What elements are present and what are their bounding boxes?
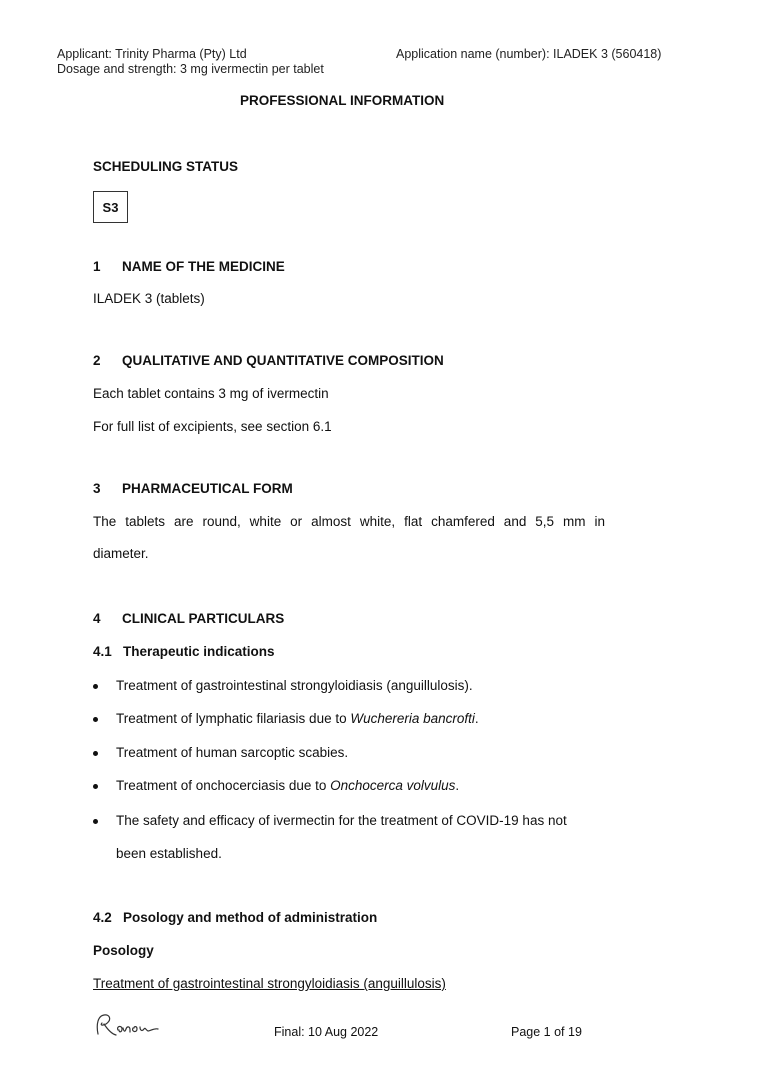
section-4-1-heading: [93, 644, 275, 659]
footer-final-date: Final: 10 Aug 2022: [274, 1025, 379, 1039]
footer-page-number: Page 1 of 19: [511, 1025, 582, 1039]
section-1-title: NAME OF THE MEDICINE: [122, 259, 285, 274]
bullet-icon: [93, 684, 98, 689]
scheduling-status-heading: SCHEDULING STATUS: [93, 159, 238, 174]
section-4-1-number: 4.1: [93, 644, 112, 659]
bullet-icon: [93, 819, 98, 824]
section-2-number: 2: [93, 353, 101, 368]
document-title: PROFESSIONAL INFORMATION: [240, 93, 445, 108]
medicine-name: ILADEK 3 (tablets): [93, 291, 205, 306]
bullet-icon: [93, 751, 98, 756]
applicant-line: Applicant: Trinity Pharma (Pty) Ltd: [57, 47, 247, 61]
pharmaceutical-form-line-2: diameter.: [93, 546, 149, 561]
section-4-2-number: 4.2: [93, 910, 112, 925]
scheduling-status-value: S3: [102, 199, 119, 215]
dosage-line: Dosage and strength: 3 mg ivermectin per tablet: [57, 62, 324, 76]
section-3-heading: [93, 481, 293, 496]
section-4-title: CLINICAL PARTICULARS: [122, 611, 285, 626]
composition-line-2: For full list of excipients, see section 6.1: [93, 419, 332, 434]
application-name-line: Application name (number): ILADEK 3 (560418): [396, 47, 662, 61]
section-4-1-title: Therapeutic indications: [123, 644, 275, 659]
section-3-title: PHARMACEUTICAL FORM: [122, 481, 293, 496]
scheduling-status-box: [93, 191, 128, 223]
section-4-number: 4: [93, 611, 101, 626]
pharmaceutical-form-line-1: The tablets are round, white or almost white, flat chamfered and 5,5 mm in: [93, 514, 605, 529]
bullet-icon: [93, 717, 98, 722]
section-3-number: 3: [93, 481, 101, 496]
composition-line-1: Each tablet contains 3 mg of ivermectin: [93, 386, 329, 401]
section-4-2-heading: [93, 910, 377, 925]
section-1-heading: [93, 259, 285, 274]
treatment-subheading: Treatment of gastrointestinal strongyloidiasis (anguillulosis): [93, 976, 446, 991]
section-2-title: QUALITATIVE AND QUANTITATIVE COMPOSITION: [122, 353, 444, 368]
signature-image: [92, 1010, 162, 1040]
posology-heading: Posology: [93, 943, 154, 958]
section-2-heading: [93, 353, 444, 368]
section-4-2-title: Posology and method of administration: [123, 910, 378, 925]
list-item-continuation: been established.: [116, 846, 222, 861]
section-4-heading: [93, 611, 284, 626]
section-1-number: 1: [93, 259, 101, 274]
bullet-icon: [93, 784, 98, 789]
